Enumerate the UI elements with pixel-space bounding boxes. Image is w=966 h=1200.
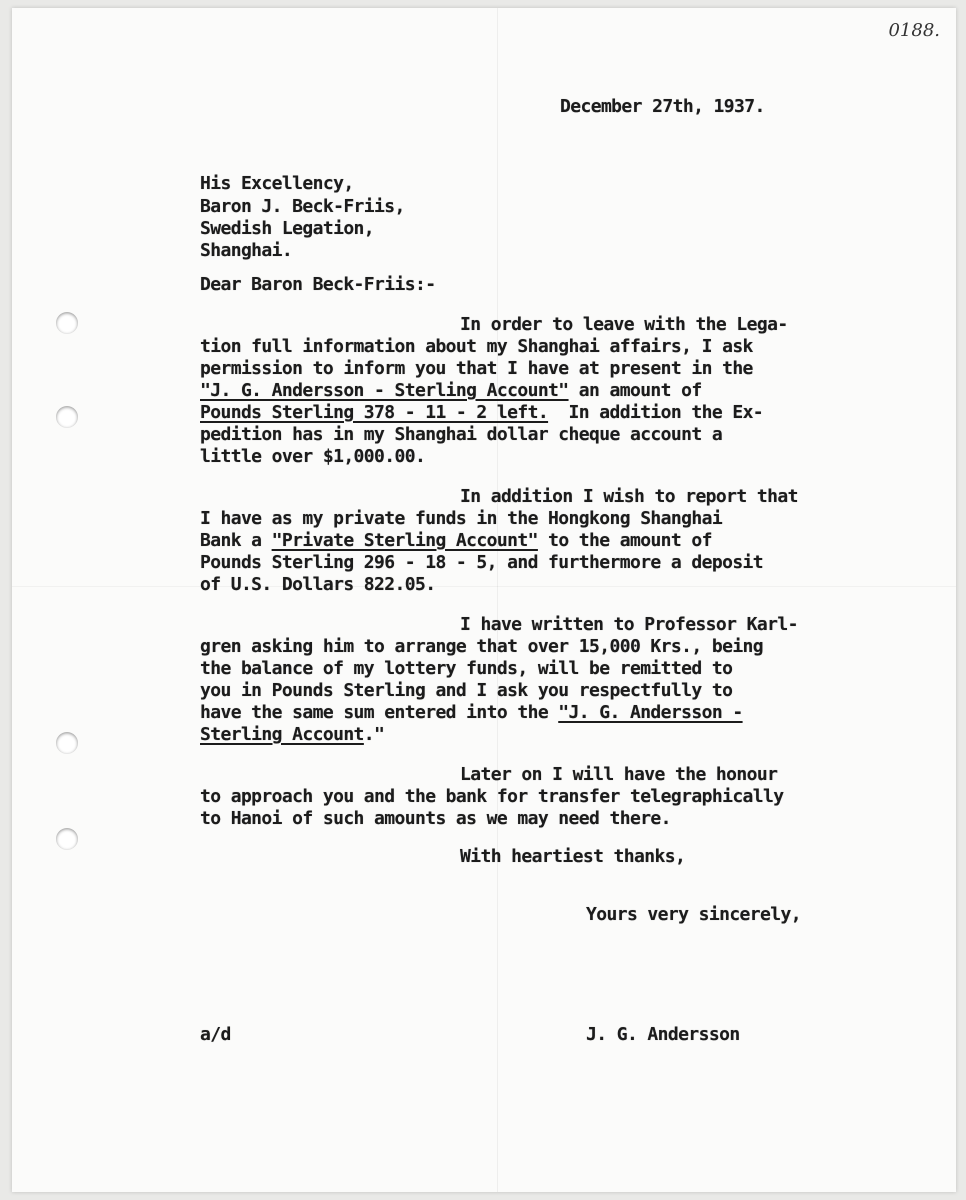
address-line: Baron J. Beck-Friis, bbox=[200, 196, 405, 217]
paragraph-line: I have as my private funds in the Hongkong Shanghai bbox=[200, 508, 723, 529]
account-name-underlined: "J. G. Andersson - bbox=[558, 702, 743, 723]
text-run: In addition the Ex- bbox=[548, 402, 764, 423]
paper-fold-horizontal bbox=[12, 586, 956, 587]
paragraph-line bbox=[200, 724, 384, 746]
address-line: His Excellency, bbox=[200, 173, 354, 194]
paragraph-line: In addition I wish to report that bbox=[460, 486, 798, 507]
amount-underlined: Pounds Sterling 378 - 11 - 2 left. bbox=[200, 402, 549, 423]
account-name-underlined: "J. G. Andersson - Sterling Account" bbox=[200, 380, 569, 401]
paragraph-line bbox=[200, 402, 763, 424]
account-name-underlined: "Private Sterling Account" bbox=[271, 530, 538, 551]
initials: a/d bbox=[200, 1024, 231, 1045]
paragraph-line: you in Pounds Sterling and I ask you respectfully to bbox=[200, 680, 733, 701]
paragraph-line: gren asking him to arrange that over 15,000 Krs., being bbox=[200, 636, 764, 657]
punch-hole bbox=[56, 312, 78, 334]
punch-hole bbox=[56, 406, 78, 428]
text-run: to the amount of bbox=[537, 530, 712, 551]
paragraph-line: to approach you and the bank for transfer telegraphically bbox=[200, 786, 784, 807]
paragraph-line: of U.S. Dollars 822.05. bbox=[200, 574, 436, 595]
signature: J. G. Andersson bbox=[586, 1024, 740, 1045]
paragraph-line: I have written to Professor Karl- bbox=[460, 614, 798, 635]
paragraph-line: tion full information about my Shanghai affairs, I ask bbox=[200, 336, 753, 357]
letter-sheet bbox=[12, 8, 956, 1192]
paper-fold bbox=[497, 8, 498, 1192]
paragraph-line bbox=[200, 380, 702, 402]
text-run: have the same sum entered into the bbox=[200, 702, 559, 723]
paragraph-line bbox=[200, 702, 743, 724]
archive-file-number: 0188. bbox=[888, 20, 940, 41]
address-line: Shanghai. bbox=[200, 240, 293, 261]
letter-date: December 27th, 1937. bbox=[560, 96, 765, 117]
text-run: Bank a bbox=[200, 530, 272, 551]
closing: Yours very sincerely, bbox=[586, 904, 801, 925]
paragraph-line: In order to leave with the Lega- bbox=[460, 314, 788, 335]
salutation: Dear Baron Beck-Friis:- bbox=[200, 274, 436, 295]
punch-hole bbox=[56, 732, 78, 754]
paragraph-line: little over $1,000.00. bbox=[200, 446, 426, 467]
punch-hole bbox=[56, 828, 78, 850]
account-name-underlined: Sterling Account bbox=[200, 724, 364, 745]
address-line: Swedish Legation, bbox=[200, 218, 375, 239]
paragraph-line: to Hanoi of such amounts as we may need there. bbox=[200, 808, 671, 829]
paragraph-line: the balance of my lottery funds, will be remitted to bbox=[200, 658, 733, 679]
text-run: ." bbox=[363, 724, 385, 745]
paragraph-line: permission to inform you that I have at present in the bbox=[200, 358, 753, 379]
paragraph-line: Later on I will have the honour bbox=[460, 764, 778, 785]
paragraph-line: Pounds Sterling 296 - 18 - 5, and furthermore a deposit bbox=[200, 552, 764, 573]
paragraph-line bbox=[200, 530, 712, 552]
thanks-line: With heartiest thanks, bbox=[460, 846, 686, 867]
text-run: an amount of bbox=[568, 380, 702, 401]
paragraph-line: pedition has in my Shanghai dollar cheque account a bbox=[200, 424, 723, 445]
